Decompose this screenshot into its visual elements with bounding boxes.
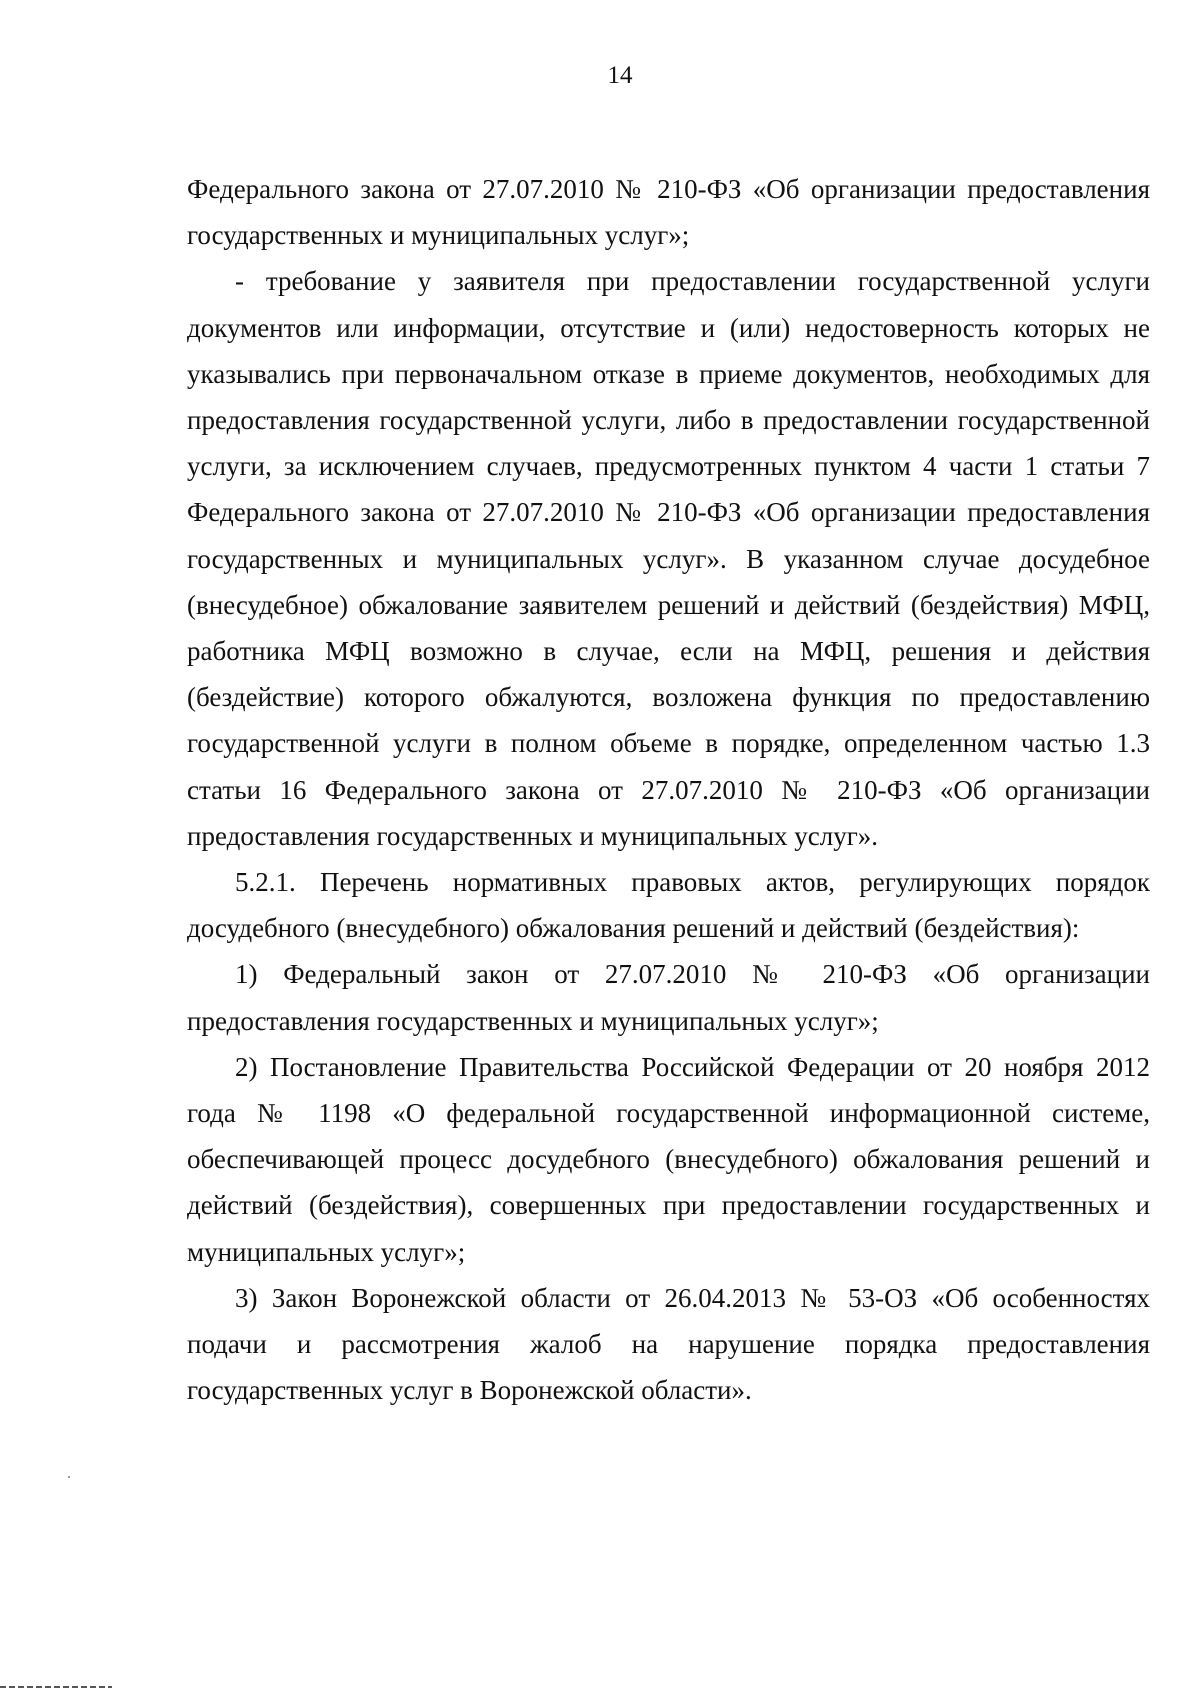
- paragraph-section-5-2-1: 5.2.1. Перечень нормативных правовых актов, регулирующих порядок досудебного (внесудебного) обжалования решений и действий (бездействия):: [187, 867, 1150, 944]
- scan-artifact-edge: [0, 1686, 112, 1688]
- scan-artifact-dot: [68, 1476, 70, 1478]
- list-item-regional-law: 3) Закон Воронежской области от 26.04.2013 № 53-ОЗ «Об особенностях подачи и рассмотрения жалоб на нарушение порядка предоставления государственных услуг в Воронежской области».: [187, 1282, 1150, 1406]
- paragraph-requirement-item: - требование у заявителя при предоставлении государственной услуги документов или информации, отсутствие и (или) недостоверность которых не указывались при первоначальном отказе в приеме документов, необходимых для предоставления государственной услуги, либо в предоставлении государственной услуги, за исключением случаев, предусмотренных пунктом 4 части 1 статьи 7 Федерального закона от 27.07.2010 № 210-ФЗ «Об организации предоставления государственных и муниципальных услуг». В указанном случае досудебное (внесудебное) обжалование заявителем решений и действий (бездействия) МФЦ, работника МФЦ возможно в случае, если на МФЦ, решения и действия (бездействие) которого обжалуются, возложена функция по предоставлению государственной услуги в полном объеме в порядке, определенном частью 1.3 статьи 16 Федерального закона от 27.07.2010 № 210-ФЗ «Об организации предоставления государственных и муниципальных услуг».: [187, 266, 1150, 851]
- paragraph-continuation: Федерального закона от 27.07.2010 № 210-ФЗ «Об организации предоставления государственных и муниципальных услуг»;: [187, 174, 1150, 251]
- document-body: [187, 166, 1150, 1413]
- list-item-government-resolution: 2) Постановление Правительства Российской Федерации от 20 ноября 2012 года № 1198 «О федеральной государственной информационной системе, обеспечивающей процесс досудебного (внесудебного) обжалования решений и действий (бездействия), совершенных при предоставлении государственных и муниципальных услуг»;: [187, 1051, 1150, 1267]
- page-number: 14: [607, 62, 633, 89]
- list-item-federal-law: 1) Федеральный закон от 27.07.2010 № 210-ФЗ «Об организации предоставления государственных и муниципальных услуг»;: [187, 959, 1150, 1036]
